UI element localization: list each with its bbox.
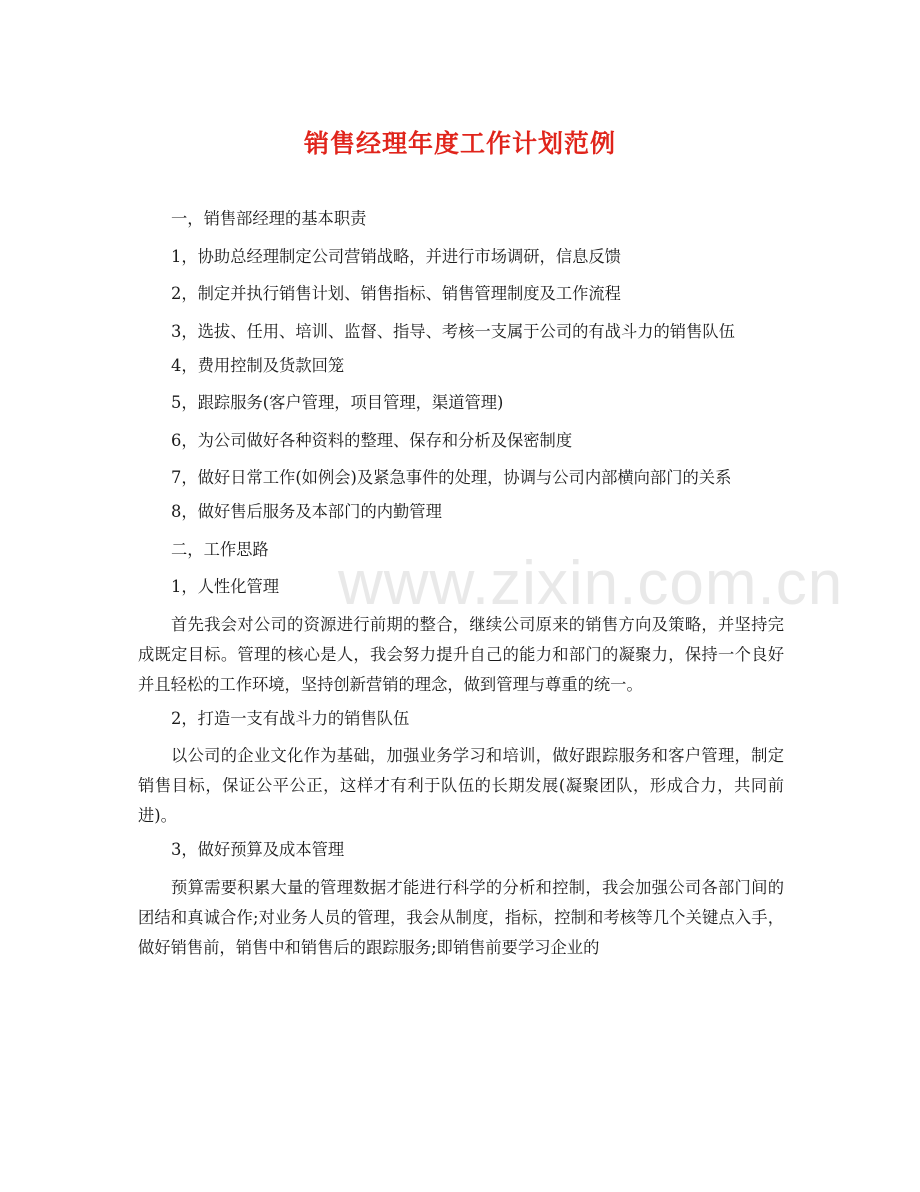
list-item: 6，为公司做好各种资料的整理、保存和分析及保密制度 [171,430,573,450]
subsection-heading: 3，做好预算及成本管理 [171,840,345,859]
list-item: 8，做好售后服务及本部门的内勤管理 [171,502,442,521]
subsection-heading: 2，打造一支有战斗力的销售队伍 [171,708,410,728]
list-item: 7，做好日常工作(如例会)及紧急事件的处理，协调与公司内部横向部门的关系 [171,468,732,487]
list-item: 4，费用控制及货款回笼 [171,355,345,375]
section-heading: 一，销售部经理的基本职责 [171,209,367,228]
list-item: 5，跟踪服务(客户管理，项目管理，渠道管理) [171,393,504,412]
list-item: 3，选拔、任用、培训、监督、指导、考核一支属于公司的有战斗力的销售队伍 [171,321,735,341]
subsection-heading: 1，人性化管理 [171,577,280,596]
body-paragraph: 首先我会对公司的资源进行前期的整合，继续公司原来的销售方向及策略，并坚持完成既定目标。管理的核心是人，我会努力提升自己的能力和部门的凝聚力，保持一个良好并且轻松的工作环境，坚持创新营销的理念，做到管理与尊重的统一。 [138,614,784,694]
watermark: www.zixin.com.cn [338,549,844,618]
list-item: 1，协助总经理制定公司营销战略，并进行市场调研，信息反馈 [171,246,621,266]
page-title: 销售经理年度工作计划范例 [303,129,616,158]
body-paragraph: 以公司的企业文化作为基础，加强业务学习和培训，做好跟踪服务和客户管理，制定销售目标，保证公平公正，这样才有利于队伍的长期发展(凝聚团队，形成合力，共同前进)。 [138,746,784,825]
list-item: 2，制定并执行销售计划、销售指标、销售管理制度及工作流程 [171,284,621,303]
section-heading: 二，工作思路 [171,539,269,559]
document-body [138,204,784,970]
body-paragraph: 预算需要积累大量的管理数据才能进行科学的分析和控制，我会加强公司各部门间的团结和真诚合作;对业务人员的管理，我会从制度，指标，控制和考核等几个关键点入手，做好销售前，销售中和销售后的跟踪服务;即销售前要学习企业的 [138,877,784,957]
